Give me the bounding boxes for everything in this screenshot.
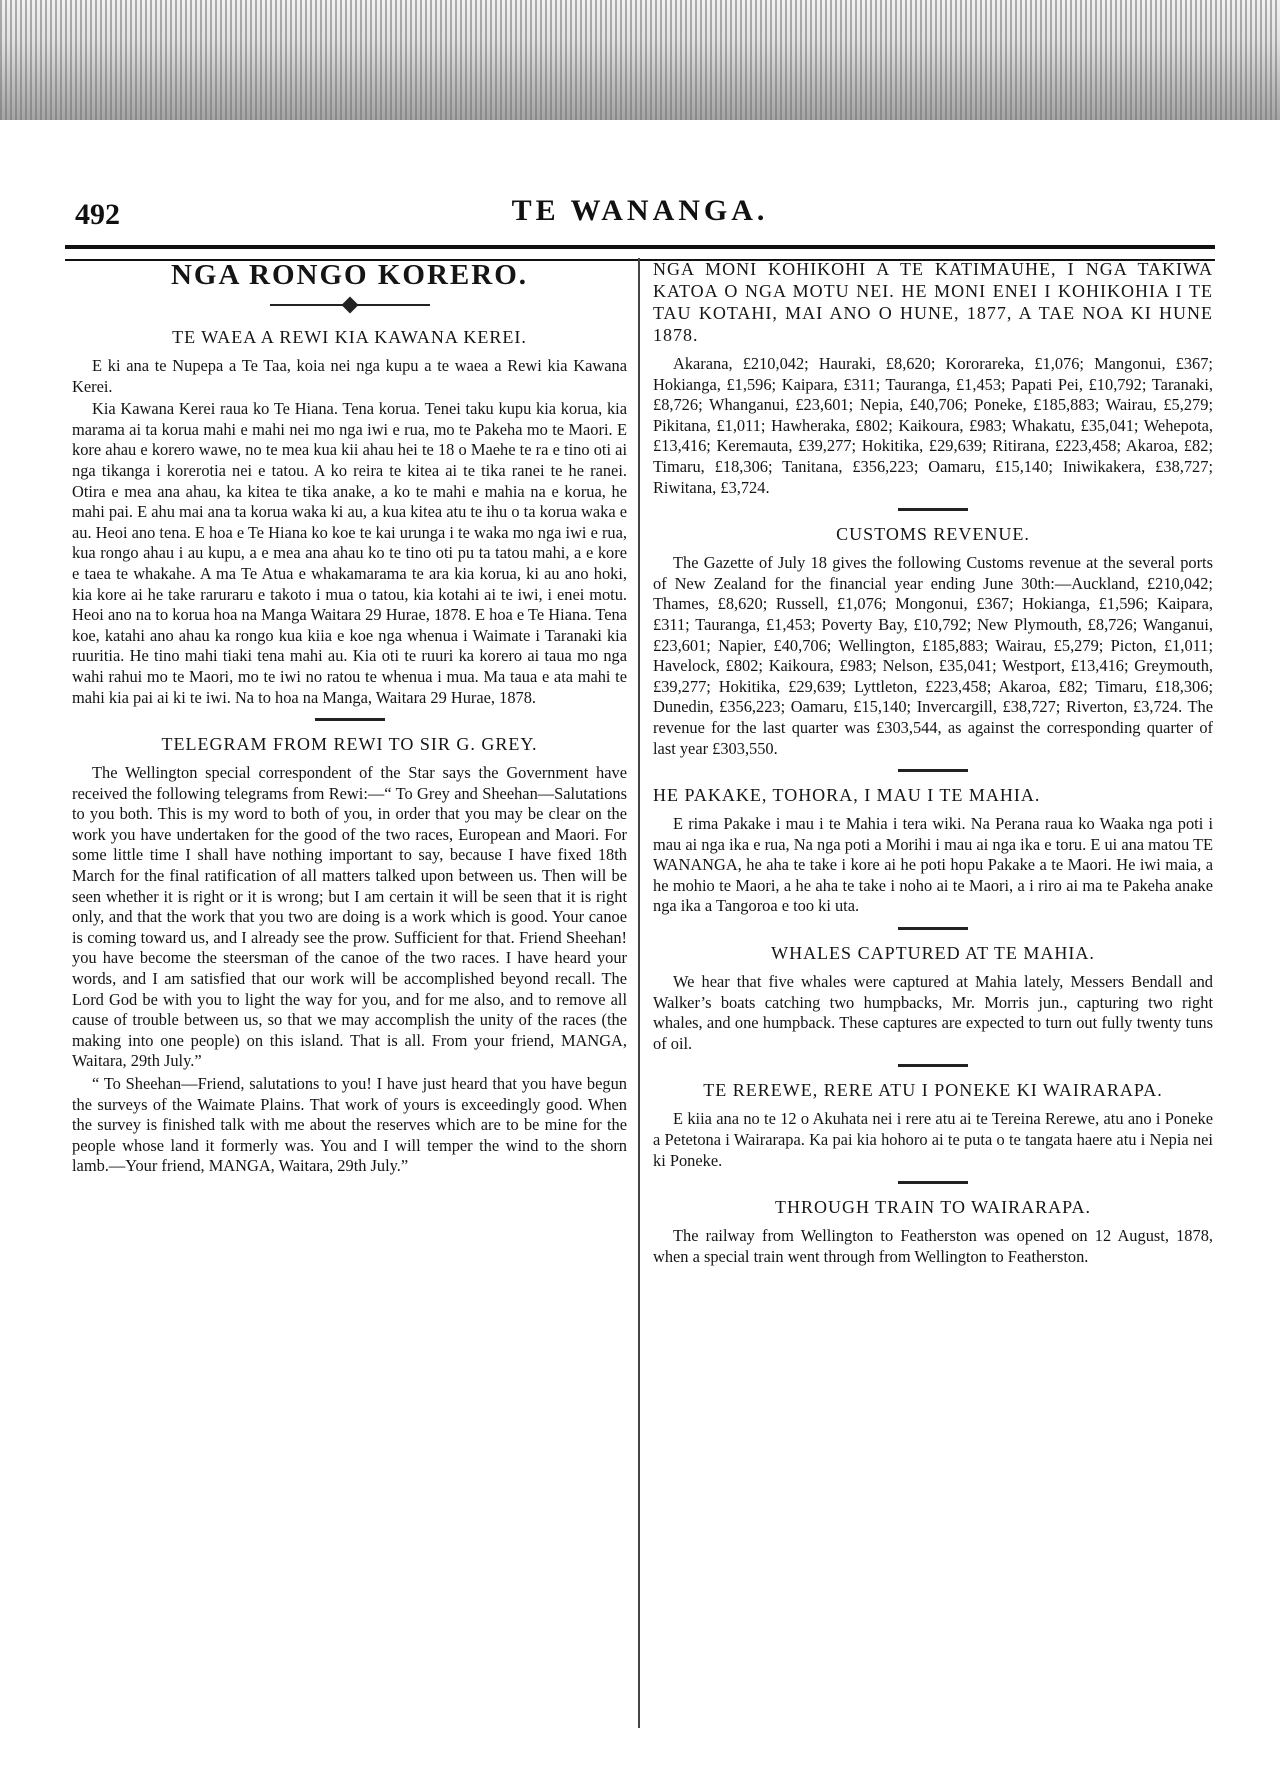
section-rule [898, 1181, 968, 1184]
article-heading: THROUGH TRAIN TO WAIRARAPA. [774, 1197, 1092, 1218]
article-whales-captured [653, 942, 1213, 1054]
left-column [72, 258, 627, 1181]
section-rule [315, 718, 385, 721]
article-paragraph: We hear that five whales were captured at Mahia lately, Messers Bendall and Walker’s boats catching two humpbacks, Mr. Morris jun., capturing two right whales, and one humpback. These captures are expected to turn out fully twenty tuns of oil. [653, 972, 1213, 1053]
article-through-train [653, 1196, 1213, 1267]
article-te-rerewe [653, 1079, 1213, 1171]
article-heading: CUSTOMS REVENUE. [836, 524, 1030, 545]
article-he-pakake [653, 784, 1213, 917]
article-nga-moni [653, 258, 1213, 498]
section-title: NGA RONGO KORERO. [170, 259, 529, 291]
article-rewi-waea [72, 326, 627, 708]
article-heading: WHALES CAPTURED AT TE MAHIA. [771, 943, 1095, 964]
masthead-title: TE WANANGA. [511, 194, 769, 227]
article-paragraph: E rima Pakake i mau i te Mahia i tera wiki. Na Perana raua ko Waaka nga poti i mau ai nga ika e rua, Na nga poti a Morihi i mau ai nga ika e toru. E ui ana matou TE WANANGA, he aha te take i kore ai he poti hopu Pakake a te Maori. He iwi maia, a he mohio te Maori, a he aha te take i noho ai te Maori, a i riro ai ma te Pakeha anake nga ika a Tangoroa e too ki uta. [653, 814, 1213, 916]
section-rule [898, 508, 968, 511]
page-number: 492 [75, 198, 120, 231]
article-paragraph: E kiia ana no te 12 o Akuhata nei i rere atu ai te Tereina Rerewe, atu ano i Poneke a Petetona i Wairarapa. Ka pai kia hohoro ai te puta o te tangata haere atu i Nepia nei ki Poneke. [653, 1109, 1213, 1170]
article-heading: TE REREWE, RERE ATU I PONEKE KI WAIRARAPA. [703, 1080, 1163, 1101]
section-rule [898, 769, 968, 772]
section-rule [898, 1064, 968, 1067]
article-telegram-rewi [72, 733, 627, 1177]
article-heading: NGA MONI KOHIKOHI A TE KATIMAUHE, I NGA TAKIWA KATOA O NGA MOTU NEI. HE MONI ENEI I KOHIKOHIA I TE TAU KOTAHI, MAI ANO O HUNE, 1877, A TAE NOA KI HUNE 1878. [653, 259, 1213, 345]
scan-header-band [0, 0, 1280, 120]
article-paragraph: The Wellington special correspondent of the Star says the Government have received the following telegrams from Rewi:—“ To Grey and Sheehan—Salutations to you both. This is my word to both of you, in order that you may be clear on the work you have undertaken for the good of the two races, European and Maori. For some little time I shall have nothing important to say, because I have fixed 18th March for the final ratification of all matters talked upon between us. Then will be seen whether it is right or it is wrong; but I am certain it will be seen that it is right only, and that the work that you two are doing is a work which is good. Your canoe is coming toward us, and I already see the prow. Sufficient for that. Friend Sheehan! you have become the steersman of the canoe of the two races. I have heard your words, and I am satisfied that our work will be accomplished beyond recall. The Lord God be with you to light the way for you, and for me also, and to remove all cause of trouble between us, so that we may accomplish the unity of the races (the making into one people) on this island. That is all. From your friend, MANGA, Waitara, 29th July.” [72, 763, 627, 1071]
article-heading: TELEGRAM FROM REWI TO SIR G. GREY. [161, 734, 538, 755]
article-heading: TE WAEA A REWI KIA KAWANA KEREI. [172, 327, 527, 347]
ornament-divider [270, 296, 430, 314]
column-divider [638, 258, 640, 1728]
article-paragraph: Kia Kawana Kerei raua ko Te Hiana. Tena korua. Tenei taku kupu kia korua, kia marama ai ta korua mahi e mahi nei mo nga iwi e rua, mo te Pakeha mo te Maori. E kore ahau e korero wawe, no te mea kua kii ahau hei te 18 o Maehe te ra e tino oti ai nga tikanga i korerotia nei e tatou. A ko reira te kitea ai te tika ranei te he ranei. Otira e mea ana ahau, ka kitea te tika anake, a ko te mahi e mahia na e korua, he mahi pai. E ahu mai ana ta korua waka ki au, a kua kitea atu te ihu o ta korua waka e au. Heoi ano tena. E hoa e Te Hiana ko koe te kai urunga i te waka mo nga iwi e rua, kua rongo ahau i au kupu, a e mea ana ahau ko te tino oti pu ta tatou mahi, a e kore e taea te whakahe. A ma Te Atua e whakamarama te ara kia korua, ki au ano hoki, kia kore ai he take raruraru e takoto i mua o tatou, kia kotahi ai te iwi, i enei motu. Heoi ano na to korua hoa na Manga Waitara 29 Hurae, 1878. E hoa e Te Hiana. Tena koe, katahi ano ahau ka rongo kua kiia e koe nga whenua i Waimate i Taranaki kia ruuritia. He tino mahi tiaki tena mahi au. Kia oti te ruuri ka korero ai taua mo nga wahi rahui mo te Maori, mo te iwi no ratou te whenua i mua. Ma taua e ata mahi te mahi kia pai ai ki te iwi. Na to hoa na Manga, Waitara 29 Hurae, 1878. [72, 399, 627, 707]
article-paragraph: Akarana, £210,042; Hauraki, £8,620; Kororareka, £1,076; Mangonui, £367; Hokianga, £1,596; Kaipara, £311; Tauranga, £1,453; Papati Pei, £10,792; Taranaki, £8,726; Whanganui, £23,601; Nepia, £40,706; Poneke, £185,883; Wairau, £5,279; Pikitana, £1,011; Hawheraka, £802; Kaikoura, £983; Whakatu, £35,041; Wehepota, £13,416; Keremauta, £39,277; Hokitika, £29,639; Ritirana, £223,458; Akaroa, £82; Timaru, £18,306; Tanitana, £356,223; Oamaru, £15,140; Iniwikakera, £38,727; Riwitana, £3,724. [653, 354, 1213, 497]
article-paragraph: “ To Sheehan—Friend, salutations to you! I have just heard that you have begun the surveys of the Waimate Plains. That work of yours is exceedingly good. When the survey is finished talk with me about the reserves which are to be mine for the people whose land it formerly was. You and I will temper the wind to the shorn lamb.—Your friend, MANGA, Waitara, 29th July.” [72, 1074, 627, 1176]
article-heading: HE PAKAKE, TOHORA, I MAU I TE MAHIA. [653, 785, 1041, 806]
page-header [65, 190, 1215, 240]
article-paragraph: The Gazette of July 18 gives the following Customs revenue at the several ports of New Zealand for the financial year ending June 30th:—Auckland, £210,042; Thames, £8,620; Russell, £1,076; Mongonui, £367; Hokianga, £1,596; Kaipara, £311; Tauranga, £1,453; Poverty Bay, £10,792; New Plymouth, £8,726; Wanganui, £23,601; Napier, £40,706; Wellington, £185,883; Wairau, £5,279; Picton, £1,011; Havelock, £802; Kaikoura, £983; Nelson, £35,041; Westport, £13,416; Greymouth, £39,277; Hokitika, £29,639; Lyttleton, £223,458; Akaroa, £82; Timaru, £18,306; Dunedin, £356,223; Oamaru, £15,140; Invercargill, £38,727; Riverton, £3,724. The revenue for the last quarter was £303,544, as against the corresponding quarter of last year £303,550. [653, 553, 1213, 758]
article-paragraph: E ki ana te Nupepa a Te Taa, koia nei nga kupu a te waea a Rewi kia Kawana Kerei. [72, 356, 627, 396]
article-paragraph: The railway from Wellington to Featherston was opened on 12 August, 1878, when a special train went through from Wellington to Featherston. [653, 1226, 1213, 1266]
right-column [653, 258, 1213, 1271]
section-rule [898, 927, 968, 930]
article-customs-revenue [653, 523, 1213, 759]
